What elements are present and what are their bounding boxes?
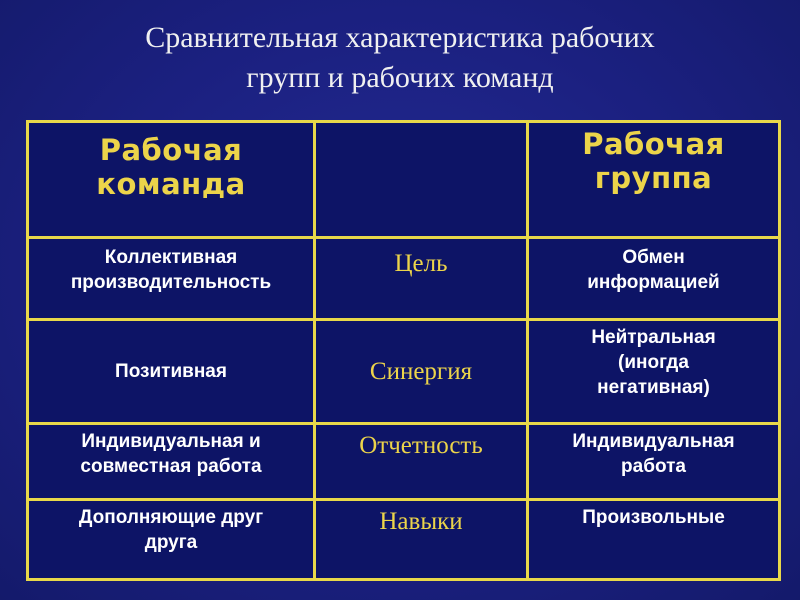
team-cell	[28, 424, 315, 500]
team-value-line: производительность	[70, 272, 272, 293]
slide-title-line-1: Сравнительная характеристика рабочих	[145, 21, 655, 54]
group-value-line: Произвольные	[582, 507, 725, 528]
group-value-line: работа	[621, 456, 686, 477]
header-cell-team	[28, 122, 315, 238]
criterion-cell	[315, 500, 528, 580]
team-cell	[28, 500, 315, 580]
criterion-cell	[315, 424, 528, 500]
team-value-line: Позитивная	[115, 361, 227, 382]
criterion-label: Цель	[394, 250, 448, 277]
table-row	[28, 500, 780, 580]
group-value-line: Обмен	[622, 247, 685, 268]
group-value-line: информацией	[587, 272, 720, 293]
header-group-line-1: Рабочая	[582, 127, 725, 161]
header-team-line-2: команда	[96, 167, 246, 201]
criterion-label: Навыки	[379, 508, 463, 535]
header-cell-group	[528, 122, 780, 238]
team-value-line: совместная работа	[80, 456, 262, 477]
table-row	[28, 320, 780, 424]
header-cell-criterion	[315, 122, 528, 238]
criterion-cell	[315, 238, 528, 320]
header-group-line-2: группа	[594, 161, 713, 195]
table-row	[28, 238, 780, 320]
comparison-table	[26, 120, 781, 581]
group-cell	[528, 500, 780, 580]
team-value-line: Коллективная	[104, 247, 238, 268]
team-value-line: друга	[144, 532, 198, 553]
group-cell	[528, 320, 780, 424]
criterion-cell	[315, 320, 528, 424]
slide-title-line-2: групп и рабочих команд	[246, 61, 554, 94]
group-cell	[528, 238, 780, 320]
group-value-line: (иногда	[618, 352, 689, 373]
group-value-line: Нейтральная	[591, 327, 716, 348]
criterion-label: Синергия	[369, 357, 473, 385]
team-cell	[28, 320, 315, 424]
slide-title	[0, 18, 800, 98]
group-cell	[528, 424, 780, 500]
header-team-line-1: Рабочая	[99, 133, 243, 167]
team-value-line: Дополняющие друг	[78, 507, 264, 528]
table-header-row	[28, 122, 780, 238]
team-value-line: Индивидуальная и	[81, 431, 261, 452]
group-value-line: негативная)	[597, 377, 710, 398]
table-row	[28, 424, 780, 500]
group-value-line: Индивидуальная	[572, 431, 735, 452]
criterion-label: Отчетность	[359, 432, 483, 459]
team-cell	[28, 238, 315, 320]
